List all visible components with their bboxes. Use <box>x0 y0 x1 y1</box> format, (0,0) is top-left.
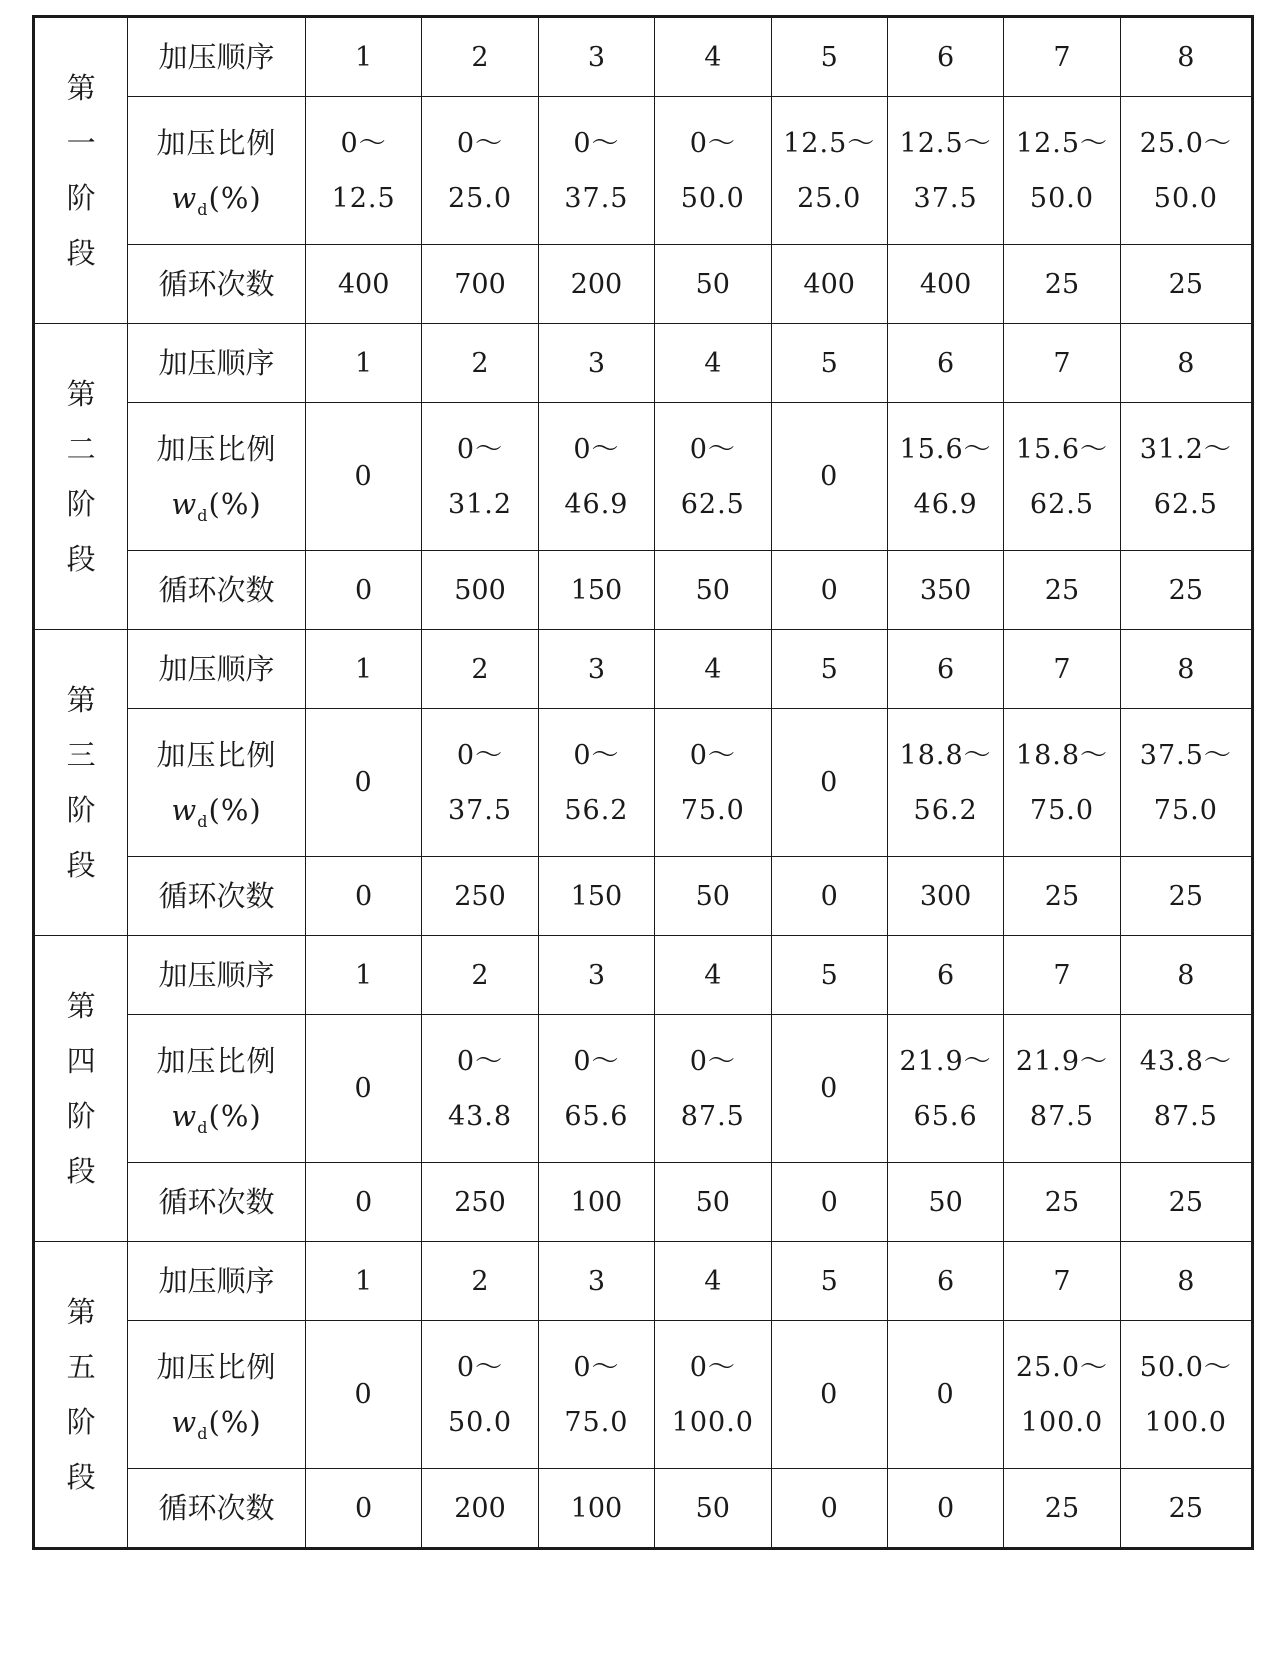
ratio-cell-line: 21.9～ <box>899 1045 992 1077</box>
cycles-cell: 250 <box>422 1163 538 1242</box>
ratio-label <box>128 403 306 551</box>
ratio-cell <box>538 1015 654 1163</box>
ratio-cell-line: 0～ <box>573 739 620 771</box>
cycles-cell: 350 <box>887 551 1003 630</box>
sequence-cell: 4 <box>655 1242 771 1321</box>
cycles-label: 循环次数 <box>128 857 306 936</box>
ratio-cell-line: 0 <box>820 767 839 798</box>
cycles-cell: 400 <box>305 245 421 324</box>
cycles-cell: 0 <box>771 857 887 936</box>
sequence-cell: 8 <box>1120 630 1252 709</box>
sequence-row <box>34 1242 1253 1321</box>
ratio-cell-line: 0～ <box>456 739 504 771</box>
ratio-cell-line: 12.5 <box>331 182 396 214</box>
sequence-cell: 1 <box>305 630 421 709</box>
sequence-row <box>34 324 1253 403</box>
cycles-label: 循环次数 <box>128 245 306 324</box>
stage-name-cell <box>34 17 128 324</box>
stage-name-char: 第 <box>66 376 96 411</box>
stage-name-cell <box>34 936 128 1242</box>
sequence-cell: 1 <box>305 324 421 403</box>
cycles-cell: 50 <box>655 1469 771 1549</box>
ratio-cell <box>305 1015 421 1163</box>
ratio-cell <box>1004 709 1120 857</box>
ratio-cell <box>655 97 771 245</box>
ratio-cell <box>305 97 421 245</box>
cycles-cell: 400 <box>771 245 887 324</box>
ratio-cell <box>887 1321 1003 1469</box>
ratio-unit: (%) <box>208 486 262 521</box>
ratio-cell-line: 0 <box>354 461 373 492</box>
ratio-cell <box>538 1321 654 1469</box>
sequence-cell: 8 <box>1120 17 1252 97</box>
ratio-cell-line: 0～ <box>689 127 736 159</box>
ratio-cell-line: 50.0 <box>1153 182 1218 214</box>
sequence-cell: 3 <box>538 630 654 709</box>
ratio-cell <box>1004 1015 1120 1163</box>
sequence-row <box>34 936 1253 1015</box>
sequence-cell: 6 <box>887 1242 1003 1321</box>
cycles-cell: 0 <box>887 1469 1003 1549</box>
sequence-cell: 7 <box>1004 324 1120 403</box>
cycles-cell: 50 <box>655 1163 771 1242</box>
loading-sequence-table <box>32 15 1254 1550</box>
stage-name-char: 段 <box>66 847 96 882</box>
stage-name-cell <box>34 324 128 630</box>
cycles-cell: 0 <box>771 551 887 630</box>
ratio-label-line1: 加压比例 <box>156 737 277 772</box>
ratio-cell-line: 0～ <box>689 1045 736 1077</box>
loading-table-page <box>32 15 1254 1550</box>
ratio-label-line1: 加压比例 <box>156 125 277 160</box>
sequence-row <box>34 630 1253 709</box>
sequence-cell: 5 <box>771 324 887 403</box>
cycles-cell: 25 <box>1120 551 1252 630</box>
stage-name-char: 段 <box>66 235 96 270</box>
cycles-cell: 50 <box>655 551 771 630</box>
ratio-cell-line: 0～ <box>456 1351 504 1383</box>
stage-name-cell <box>34 630 128 936</box>
cycles-cell: 25 <box>1120 857 1252 936</box>
cycles-cell: 25 <box>1004 857 1120 936</box>
cycles-cell: 25 <box>1004 551 1120 630</box>
ratio-label-line1: 加压比例 <box>156 431 277 466</box>
ratio-cell-line: 0～ <box>573 127 620 159</box>
ratio-variable-subscript: d <box>197 199 209 219</box>
ratio-unit: (%) <box>208 792 262 827</box>
ratio-variable: w <box>171 180 198 215</box>
cycles-label: 循环次数 <box>128 1163 306 1242</box>
cycles-row <box>34 857 1253 936</box>
ratio-variable-subscript: d <box>197 811 209 831</box>
ratio-row <box>34 1321 1253 1469</box>
sequence-cell: 7 <box>1004 936 1120 1015</box>
sequence-cell: 2 <box>422 1242 538 1321</box>
cycles-cell: 25 <box>1004 1163 1120 1242</box>
ratio-cell <box>655 1015 771 1163</box>
ratio-cell-line: 25.0 <box>447 182 513 214</box>
ratio-unit: (%) <box>208 1098 262 1133</box>
sequence-cell: 4 <box>655 324 771 403</box>
ratio-label <box>128 709 306 857</box>
ratio-cell-line: 100.0 <box>1020 1406 1104 1438</box>
ratio-label-line2 <box>128 783 305 838</box>
cycles-cell: 150 <box>538 857 654 936</box>
ratio-label-line2 <box>128 171 305 226</box>
ratio-cell <box>771 1321 887 1469</box>
cycles-row <box>34 245 1253 324</box>
ratio-cell-line: 65.6 <box>913 1100 978 1132</box>
ratio-variable: w <box>171 792 198 827</box>
ratio-cell-line: 0 <box>354 1073 373 1104</box>
ratio-cell-line: 50.0 <box>447 1406 513 1438</box>
stage-name-char: 阶 <box>66 180 96 215</box>
ratio-cell-line: 43.8 <box>447 1100 513 1132</box>
cycles-cell: 0 <box>305 1163 421 1242</box>
cycles-cell: 25 <box>1120 1163 1252 1242</box>
ratio-cell <box>655 1321 771 1469</box>
sequence-cell: 1 <box>305 1242 421 1321</box>
sequence-cell: 6 <box>887 324 1003 403</box>
sequence-label: 加压顺序 <box>128 630 306 709</box>
ratio-cell-line: 0 <box>354 767 373 798</box>
cycles-cell: 0 <box>771 1163 887 1242</box>
sequence-cell: 5 <box>771 630 887 709</box>
ratio-cell <box>771 403 887 551</box>
ratio-cell-line: 46.9 <box>913 488 978 520</box>
sequence-label: 加压顺序 <box>128 324 306 403</box>
ratio-label <box>128 1015 306 1163</box>
ratio-cell-line: 75.0 <box>1153 794 1218 826</box>
ratio-cell-line: 43.8～ <box>1139 1045 1232 1077</box>
ratio-unit: (%) <box>208 180 262 215</box>
ratio-cell <box>1004 403 1120 551</box>
ratio-cell <box>1004 97 1120 245</box>
ratio-cell-line: 75.0 <box>680 794 745 826</box>
ratio-cell-line: 0 <box>936 1379 955 1410</box>
sequence-cell: 7 <box>1004 630 1120 709</box>
stage-name-char: 第 <box>66 988 96 1023</box>
ratio-cell-line: 12.5～ <box>1015 127 1109 159</box>
ratio-cell <box>887 1015 1003 1163</box>
ratio-cell-line: 15.6～ <box>899 433 992 465</box>
stage-name-char: 阶 <box>66 1098 96 1133</box>
stage-name-char: 段 <box>66 1153 96 1188</box>
ratio-cell <box>422 97 538 245</box>
ratio-cell-line: 0～ <box>689 433 736 465</box>
sequence-cell: 1 <box>305 17 421 97</box>
ratio-cell-line: 100.0 <box>1144 1406 1227 1438</box>
ratio-cell-line: 15.6～ <box>1015 433 1109 465</box>
sequence-cell: 3 <box>538 17 654 97</box>
ratio-cell-line: 0～ <box>573 1045 620 1077</box>
ratio-row <box>34 1015 1253 1163</box>
ratio-cell-line: 50.0 <box>680 182 745 214</box>
cycles-cell: 400 <box>887 245 1003 324</box>
cycles-cell: 500 <box>422 551 538 630</box>
cycles-row <box>34 1163 1253 1242</box>
ratio-cell-line: 62.5 <box>1153 488 1218 520</box>
cycles-cell: 25 <box>1120 245 1252 324</box>
stage-name-char: 阶 <box>66 1404 96 1439</box>
ratio-row <box>34 709 1253 857</box>
ratio-row <box>34 97 1253 245</box>
sequence-cell: 8 <box>1120 1242 1252 1321</box>
sequence-cell: 2 <box>422 17 538 97</box>
ratio-cell-line: 18.8～ <box>899 739 992 771</box>
stage-name-cell <box>34 1242 128 1549</box>
ratio-cell-line: 87.5 <box>680 1100 745 1132</box>
sequence-cell: 3 <box>538 1242 654 1321</box>
ratio-cell-line: 87.5 <box>1029 1100 1095 1132</box>
stage-name-char: 四 <box>66 1043 96 1078</box>
ratio-cell-line: 37.5～ <box>1139 739 1232 771</box>
ratio-cell-line: 37.5 <box>913 182 978 214</box>
sequence-cell: 8 <box>1120 324 1252 403</box>
ratio-cell <box>538 97 654 245</box>
ratio-cell-line: 0～ <box>689 739 736 771</box>
ratio-label-line1: 加压比例 <box>156 1349 277 1384</box>
sequence-cell: 4 <box>655 630 771 709</box>
sequence-row <box>34 17 1253 97</box>
ratio-cell <box>1120 1321 1252 1469</box>
ratio-variable: w <box>171 1404 198 1439</box>
cycles-cell: 200 <box>538 245 654 324</box>
cycles-cell: 25 <box>1004 1469 1120 1549</box>
sequence-cell: 4 <box>655 17 771 97</box>
sequence-label: 加压顺序 <box>128 1242 306 1321</box>
stage-name-char: 二 <box>66 431 96 466</box>
ratio-cell-line: 25.0 <box>797 182 862 214</box>
cycles-cell: 0 <box>305 551 421 630</box>
cycles-row <box>34 1469 1253 1549</box>
sequence-cell: 6 <box>887 936 1003 1015</box>
ratio-unit: (%) <box>208 1404 262 1439</box>
ratio-cell-line: 18.8～ <box>1015 739 1109 771</box>
cycles-cell: 50 <box>655 245 771 324</box>
sequence-cell: 3 <box>538 936 654 1015</box>
ratio-variable-subscript: d <box>197 505 209 525</box>
ratio-cell-line: 75.0 <box>1029 794 1095 826</box>
ratio-cell <box>422 1015 538 1163</box>
stage-name-char: 第 <box>66 682 96 717</box>
cycles-cell: 0 <box>305 857 421 936</box>
cycles-cell: 25 <box>1004 245 1120 324</box>
ratio-cell-line: 56.2 <box>564 794 629 826</box>
ratio-cell-line: 0～ <box>340 127 387 159</box>
ratio-cell-line: 0 <box>820 1379 839 1410</box>
ratio-cell <box>655 709 771 857</box>
sequence-cell: 2 <box>422 630 538 709</box>
stage-name-char: 阶 <box>66 486 96 521</box>
ratio-cell-line: 62.5 <box>1029 488 1095 520</box>
cycles-cell: 50 <box>655 857 771 936</box>
stage-name-char: 一 <box>66 125 96 160</box>
ratio-cell <box>305 709 421 857</box>
ratio-cell-line: 37.5 <box>564 182 629 214</box>
ratio-variable: w <box>171 486 198 521</box>
sequence-cell: 5 <box>771 1242 887 1321</box>
ratio-cell-line: 0～ <box>573 1351 620 1383</box>
ratio-cell <box>422 709 538 857</box>
ratio-cell <box>538 403 654 551</box>
ratio-cell <box>771 97 887 245</box>
stage-name-char: 五 <box>66 1349 96 1384</box>
ratio-cell-line: 0～ <box>456 1045 504 1077</box>
ratio-label-line2 <box>128 477 305 532</box>
cycles-label: 循环次数 <box>128 1469 306 1549</box>
ratio-cell-line: 21.9～ <box>1015 1045 1109 1077</box>
ratio-cell <box>422 1321 538 1469</box>
stage-name-char: 段 <box>66 541 96 576</box>
ratio-label <box>128 97 306 245</box>
ratio-cell-line: 12.5～ <box>783 127 876 159</box>
ratio-cell <box>1120 1015 1252 1163</box>
stage-name-char: 阶 <box>66 792 96 827</box>
cycles-cell: 0 <box>771 1469 887 1549</box>
ratio-cell-line: 31.2 <box>447 488 513 520</box>
ratio-cell-line: 0～ <box>689 1351 736 1383</box>
stage-name-char: 段 <box>66 1459 96 1494</box>
cycles-cell: 100 <box>538 1163 654 1242</box>
ratio-cell-line: 87.5 <box>1153 1100 1218 1132</box>
ratio-cell-line: 0～ <box>456 127 504 159</box>
sequence-cell: 1 <box>305 936 421 1015</box>
ratio-cell <box>1004 1321 1120 1469</box>
ratio-variable: w <box>171 1098 198 1133</box>
ratio-label-line2 <box>128 1395 305 1450</box>
cycles-cell: 0 <box>305 1469 421 1549</box>
ratio-row <box>34 403 1253 551</box>
ratio-variable-subscript: d <box>197 1117 209 1137</box>
ratio-cell <box>887 403 1003 551</box>
sequence-cell: 6 <box>887 630 1003 709</box>
stage-name-char: 三 <box>66 737 96 772</box>
cycles-cell: 200 <box>422 1469 538 1549</box>
sequence-label: 加压顺序 <box>128 17 306 97</box>
ratio-cell-line: 56.2 <box>913 794 978 826</box>
cycles-cell: 25 <box>1120 1469 1252 1549</box>
cycles-cell: 250 <box>422 857 538 936</box>
ratio-cell-line: 65.6 <box>564 1100 629 1132</box>
ratio-cell <box>1120 403 1252 551</box>
sequence-cell: 7 <box>1004 17 1120 97</box>
cycles-cell: 100 <box>538 1469 654 1549</box>
ratio-cell-line: 62.5 <box>680 488 745 520</box>
sequence-cell: 2 <box>422 936 538 1015</box>
ratio-cell <box>305 1321 421 1469</box>
cycles-cell: 150 <box>538 551 654 630</box>
ratio-variable-subscript: d <box>197 1423 209 1443</box>
ratio-cell <box>422 403 538 551</box>
ratio-cell-line: 0 <box>820 461 839 492</box>
ratio-cell <box>887 709 1003 857</box>
ratio-cell-line: 46.9 <box>564 488 629 520</box>
ratio-cell <box>1120 97 1252 245</box>
sequence-cell: 4 <box>655 936 771 1015</box>
ratio-cell-line: 37.5 <box>447 794 513 826</box>
ratio-cell <box>771 709 887 857</box>
stage-name-char: 第 <box>66 1294 96 1329</box>
sequence-cell: 3 <box>538 324 654 403</box>
cycles-cell: 300 <box>887 857 1003 936</box>
sequence-cell: 7 <box>1004 1242 1120 1321</box>
sequence-label: 加压顺序 <box>128 936 306 1015</box>
ratio-cell-line: 12.5～ <box>899 127 992 159</box>
ratio-cell <box>305 403 421 551</box>
ratio-cell <box>887 97 1003 245</box>
cycles-cell: 50 <box>887 1163 1003 1242</box>
ratio-label-line1: 加压比例 <box>156 1043 277 1078</box>
sequence-cell: 5 <box>771 936 887 1015</box>
ratio-cell-line: 50.0～ <box>1139 1351 1232 1383</box>
ratio-cell-line: 31.2～ <box>1139 433 1232 465</box>
ratio-cell-line: 0～ <box>573 433 620 465</box>
ratio-cell <box>538 709 654 857</box>
ratio-cell-line: 50.0 <box>1029 182 1095 214</box>
table-body <box>34 17 1253 1549</box>
ratio-label <box>128 1321 306 1469</box>
ratio-cell-line: 0 <box>354 1379 373 1410</box>
ratio-cell-line: 75.0 <box>564 1406 629 1438</box>
sequence-cell: 2 <box>422 324 538 403</box>
ratio-cell-line: 0 <box>820 1073 839 1104</box>
sequence-cell: 6 <box>887 17 1003 97</box>
ratio-cell-line: 0～ <box>456 433 504 465</box>
sequence-cell: 5 <box>771 17 887 97</box>
ratio-cell-line: 25.0～ <box>1015 1351 1109 1383</box>
ratio-label-line2 <box>128 1089 305 1144</box>
ratio-cell <box>655 403 771 551</box>
cycles-cell: 700 <box>422 245 538 324</box>
ratio-cell <box>1120 709 1252 857</box>
stage-name-char: 第 <box>66 70 96 105</box>
cycles-label: 循环次数 <box>128 551 306 630</box>
cycles-row <box>34 551 1253 630</box>
ratio-cell-line: 25.0～ <box>1139 127 1232 159</box>
sequence-cell: 8 <box>1120 936 1252 1015</box>
ratio-cell-line: 100.0 <box>671 1406 754 1438</box>
ratio-cell <box>771 1015 887 1163</box>
